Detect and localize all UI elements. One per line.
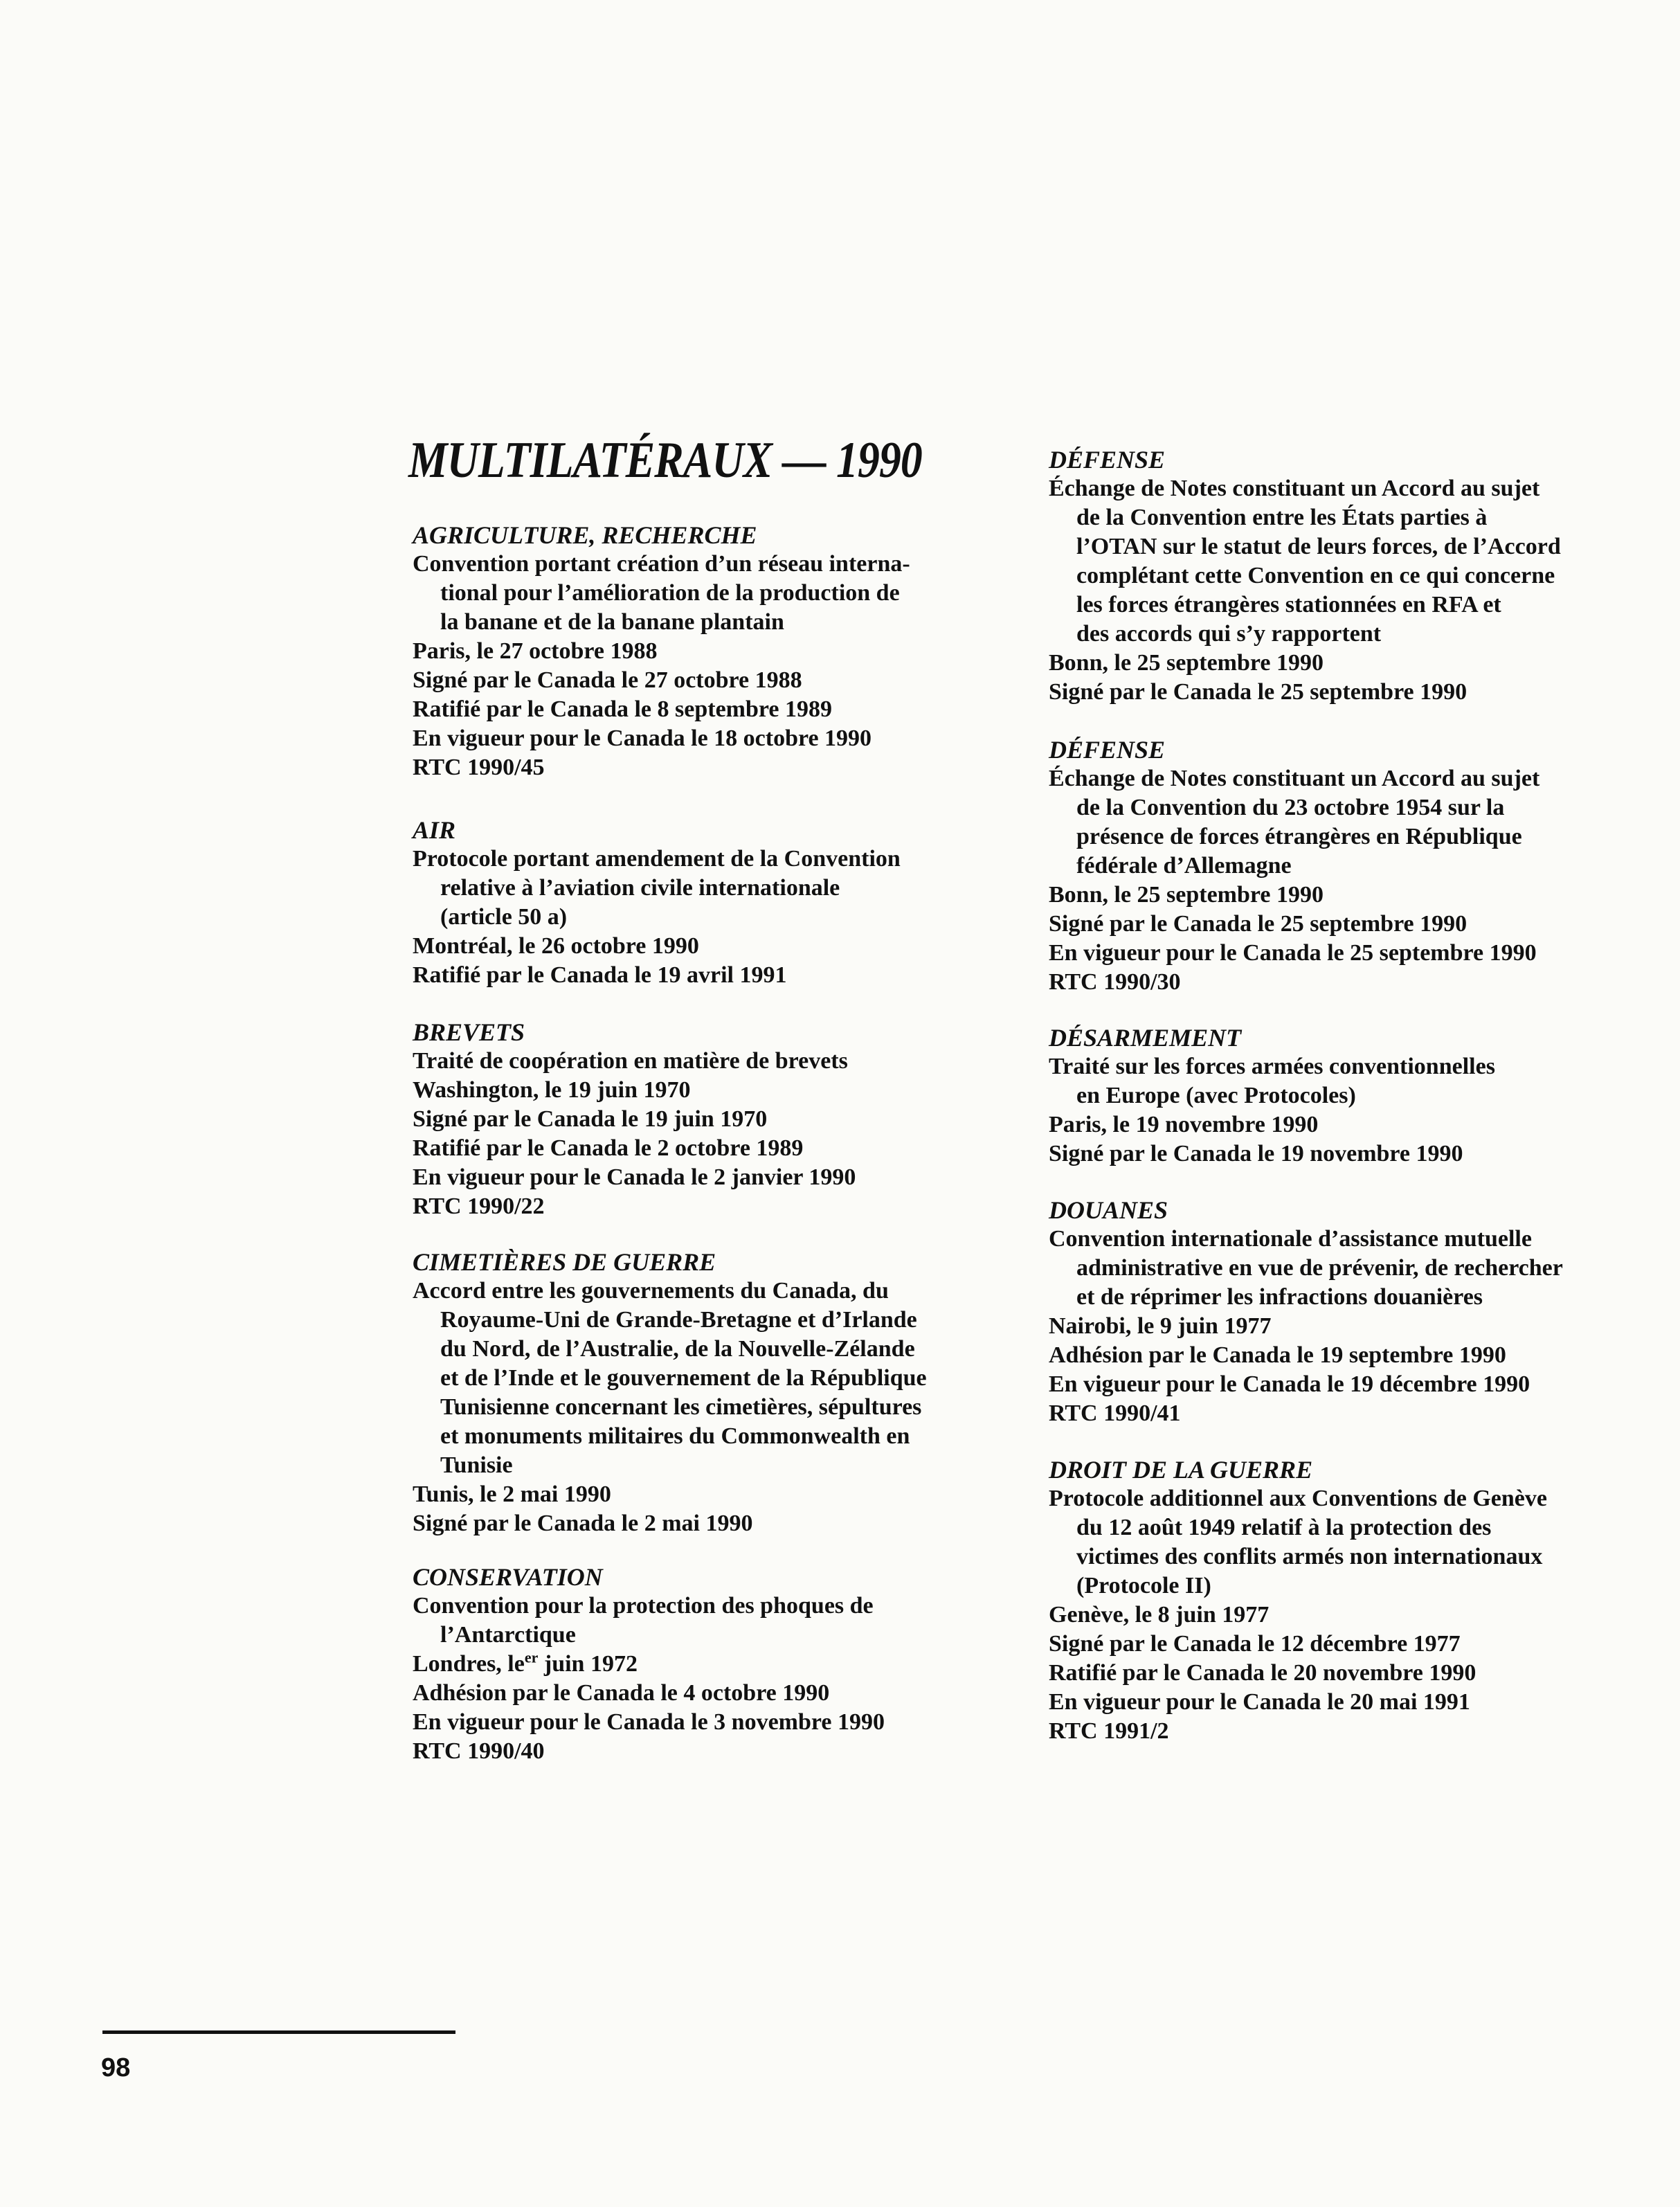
entry-line: en Europe (avec Protocoles) [1076,1083,1356,1108]
entry-line: fédérale d’Allemagne [1076,853,1292,879]
treaty-entry [413,816,987,990]
section-heading: DÉFENSE [1049,446,1166,474]
section-heading: BREVETS [413,1018,525,1046]
treaty-entry [1049,445,1623,707]
entry-line: Échange de Notes constituant un Accord au sujet [1049,476,1540,501]
entry-line: Signé par le Canada le 19 novembre 1990 [1049,1141,1463,1166]
entry-line: Accord entre les gouvernements du Canada, du [413,1278,889,1304]
treaty-entry [1049,1196,1623,1428]
entry-line: En vigueur pour le Canada le 3 novembre 1990 [413,1709,885,1735]
entry-line: En vigueur pour le Canada le 2 janvier 1990 [413,1164,856,1190]
entry-line: administrative en vue de prévenir, de rechercher [1076,1255,1563,1281]
entry-line: RTC 1990/30 [1049,969,1181,995]
entry-line: Bonn, le 25 septembre 1990 [1049,650,1324,676]
treaty-entry [413,1247,987,1538]
entry-line [413,1650,987,1679]
entry-line: et monuments militaires du Commonwealth en [440,1423,910,1449]
entry-line: Échange de Notes constituant un Accord au sujet [1049,766,1540,791]
entry-line: de la Convention du 23 octobre 1954 sur la [1076,795,1505,820]
entry-line: Ratifié par le Canada le 2 octobre 1989 [413,1135,804,1161]
entry-line: des accords qui s’y rapportent [1076,621,1382,647]
entry-line: Ratifié par le Canada le 20 novembre 1990 [1049,1660,1476,1686]
entry-line: Nairobi, le 9 juin 1977 [1049,1313,1272,1339]
entry-line: (article 50 a) [440,904,568,930]
treaty-entry [1049,1023,1623,1169]
section-heading: DÉFENSE [1049,736,1166,764]
entry-line: Washington, le 19 juin 1970 [413,1077,691,1103]
footer-rule [102,2030,455,2034]
entry-line: Signé par le Canada le 12 décembre 1977 [1049,1631,1461,1657]
entry-line: complétant cette Convention en ce qui concerne [1076,563,1555,588]
entry-line: En vigueur pour le Canada le 18 octobre 1990 [413,726,872,751]
entry-line: Tunisienne concernant les cimetières, sépultures [440,1394,922,1420]
entry-line: Tunis, le 2 mai 1990 [413,1481,611,1507]
page-number: 98 [101,2053,131,2082]
entry-line: Adhésion par le Canada le 4 octobre 1990 [413,1680,830,1706]
section-heading: DROIT DE LA GUERRE [1049,1456,1313,1484]
entry-line: Convention internationale d’assistance mutuelle [1049,1226,1532,1252]
entry-line: Ratifié par le Canada le 19 avril 1991 [413,962,787,988]
entry-line: RTC 1990/22 [413,1193,545,1219]
entry-line: Traité de coopération en matière de brevets [413,1048,848,1074]
entry-line: Traité sur les forces armées conventionnelles [1049,1054,1495,1079]
entry-line-text: juin 1972 [538,1651,638,1677]
entry-line: Signé par le Canada le 25 septembre 1990 [1049,911,1467,937]
entry-line: Bonn, le 25 septembre 1990 [1049,882,1324,908]
entry-line: RTC 1990/41 [1049,1400,1181,1426]
entry-line: Montréal, le 26 octobre 1990 [413,933,699,959]
section-heading: AGRICULTURE, RECHERCHE [413,521,757,549]
entry-line: RTC 1990/45 [413,755,545,780]
entry-line: Signé par le Canada le 2 mai 1990 [413,1511,753,1536]
entry-line-text: Londres, le [413,1651,525,1677]
entry-line: l’OTAN sur le statut de leurs forces, de l’Accord [1076,534,1561,559]
section-heading: DOUANES [1049,1196,1168,1224]
entry-line: la banane et de la banane plantain [440,609,784,635]
entry-line: du Nord, de l’Australie, de la Nouvelle-Zélande [440,1336,915,1362]
treaty-entry [1049,735,1623,997]
entry-line: Signé par le Canada le 25 septembre 1990 [1049,679,1467,705]
superscript: er [524,1648,539,1666]
entry-line: En vigueur pour le Canada le 20 mai 1991 [1049,1689,1470,1715]
section-heading: AIR [413,816,456,844]
entry-line: de la Convention entre les États parties à [1076,505,1488,530]
entry-line: Genève, le 8 juin 1977 [1049,1602,1270,1628]
entry-line: En vigueur pour le Canada le 25 septembre 1990 [1049,940,1537,966]
entry-line: les forces étrangères stationnées en RFA et [1076,592,1501,618]
entry-line: Adhésion par le Canada le 19 septembre 1990 [1049,1342,1506,1368]
entry-line: Tunisie [440,1452,513,1478]
entry-line: En vigueur pour le Canada le 19 décembre 1990 [1049,1371,1530,1397]
entry-line: tional pour l’amélioration de la production de [440,580,900,606]
section-heading: CONSERVATION [413,1563,603,1591]
section-heading: DÉSARMEMENT [1049,1024,1242,1052]
entry-line: relative à l’aviation civile internationale [440,875,840,901]
entry-line: Signé par le Canada le 27 octobre 1988 [413,667,802,693]
entry-line: (Protocole II) [1076,1573,1211,1598]
entry-line: Paris, le 19 novembre 1990 [1049,1112,1319,1137]
treaty-entry [413,1562,987,1766]
entry-line: Royaume-Uni de Grande-Bretagne et d’Irlande [440,1307,917,1333]
entry-line: Ratifié par le Canada le 8 septembre 1989 [413,696,832,722]
entry-line: Paris, le 27 octobre 1988 [413,638,658,664]
entry-line: Protocole portant amendement de la Convention [413,846,901,872]
treaty-entry [1049,1455,1623,1746]
treaty-entry [413,1018,987,1221]
entry-line: RTC 1991/2 [1049,1718,1169,1744]
entry-line: et de réprimer les infractions douanières [1076,1284,1483,1310]
section-heading: CIMETIÈRES DE GUERRE [413,1248,716,1276]
entry-line: et de l’Inde et le gouvernement de la République [440,1365,927,1391]
entry-line: victimes des conflits armés non internationaux [1076,1544,1543,1569]
entry-line: Convention portant création d’un réseau interna- [413,551,910,577]
entry-line: Convention pour la protection des phoques de [413,1593,874,1619]
entry-line: présence de forces étrangères en République [1076,824,1522,849]
page-title: MULTILATÉRAUX — 1990 [408,432,922,489]
entry-line: l’Antarctique [440,1622,576,1648]
entry-line: RTC 1990/40 [413,1738,545,1764]
treaty-entry [413,521,987,782]
entry-line: du 12 août 1949 relatif à la protection des [1076,1515,1492,1540]
entry-line: Protocole additionnel aux Conventions de Genève [1049,1486,1547,1511]
entry-line: Signé par le Canada le 19 juin 1970 [413,1106,768,1132]
